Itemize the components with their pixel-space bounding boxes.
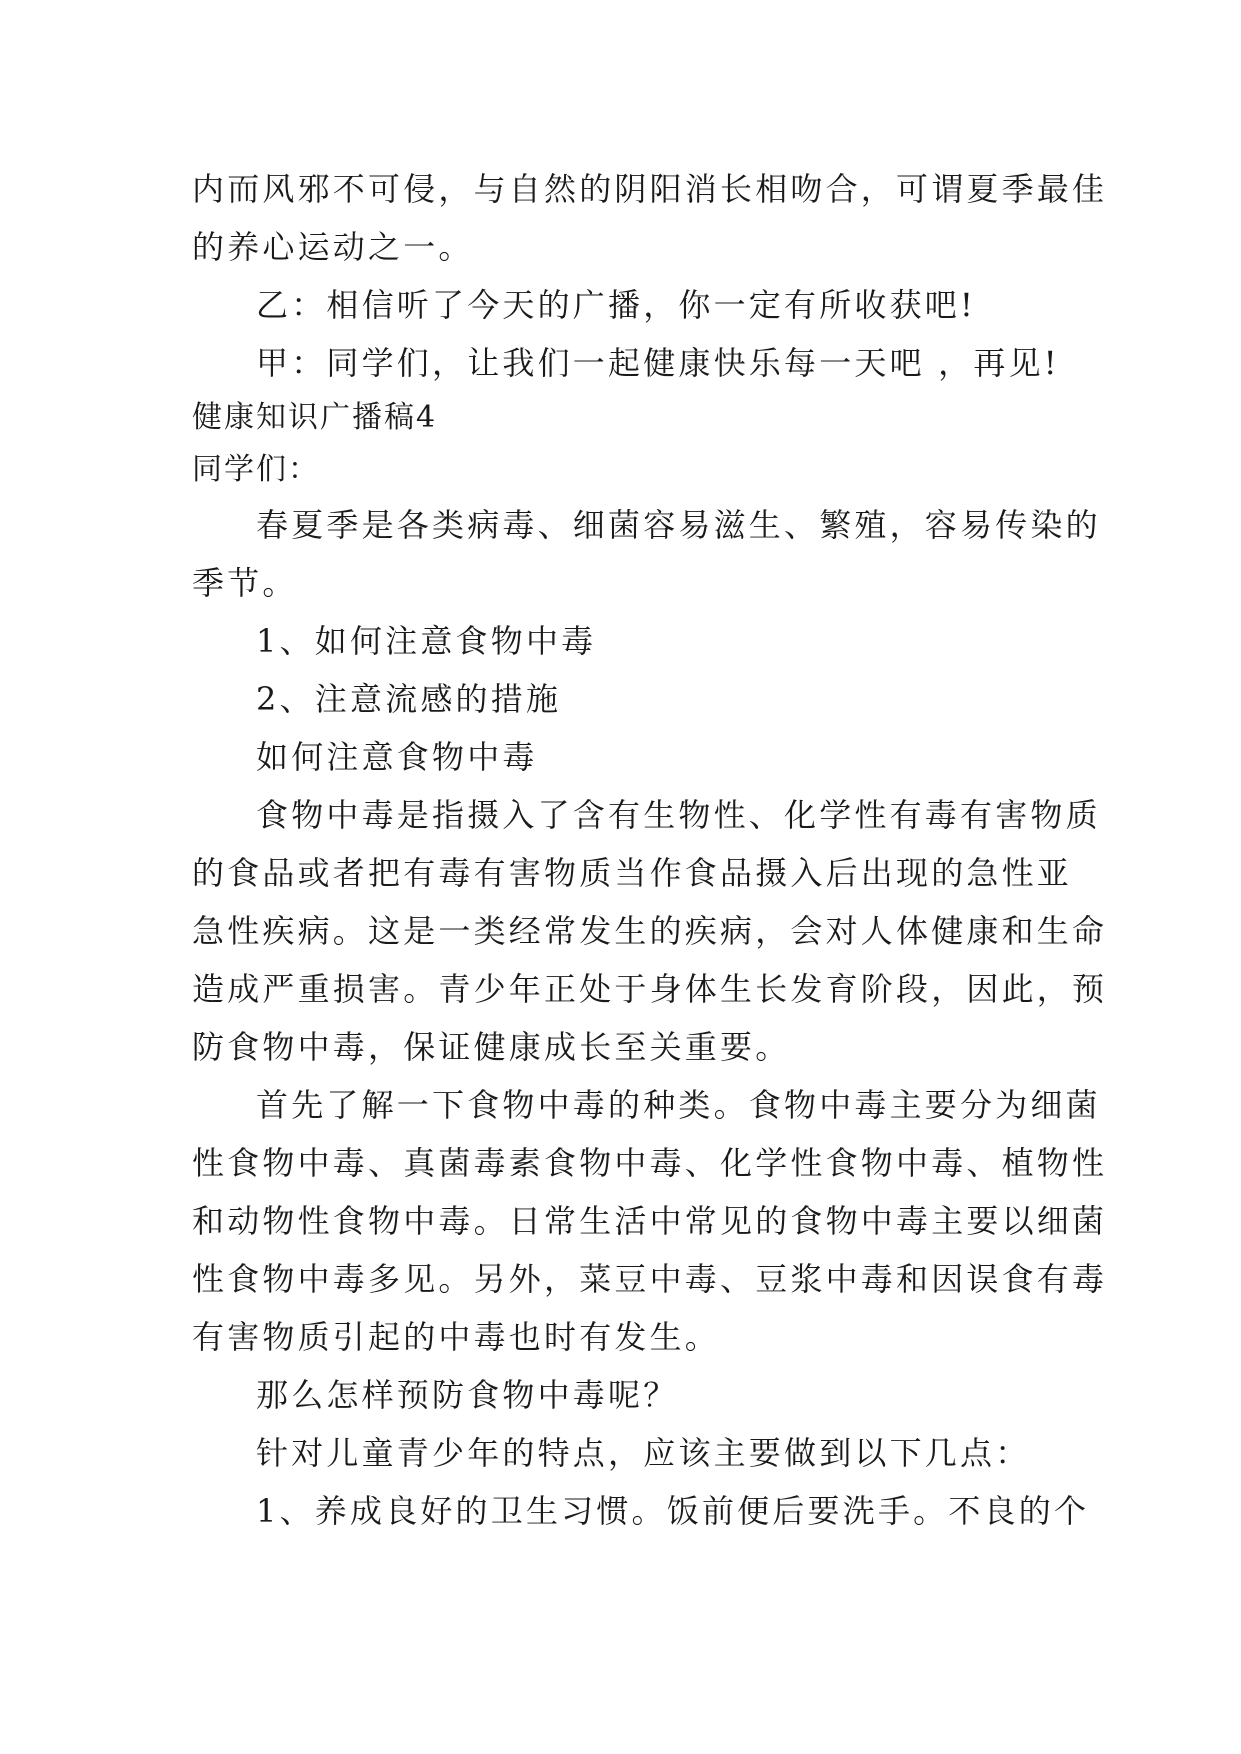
list-item: 1、养成良好的卫生习惯。饭前便后要洗手。不良的个	[256, 1492, 1090, 1530]
paragraph-line: 那么怎样预防食物中毒呢？	[256, 1376, 679, 1414]
list-item: 1、如何注意食物中毒	[256, 622, 597, 660]
paragraph-line: 急性疾病。这是一类经常发生的疾病，会对人体健康和生命	[192, 912, 1108, 950]
subheading: 如何注意食物中毒	[256, 738, 538, 776]
section-title: 健康知识广播稿4	[192, 400, 438, 435]
paragraph-line: 春夏季是各类病毒、细菌容易滋生、繁殖，容易传染的	[256, 506, 1101, 544]
paragraph-line: 性食物中毒、真菌毒素食物中毒、化学性食物中毒、植物性	[192, 1144, 1108, 1182]
list-item: 2、注意流感的措施	[256, 680, 562, 718]
dialogue-line: 甲：同学们，让我们一起健康快乐每一天吧 ，再见!	[256, 344, 1060, 382]
paragraph-line: 首先了解一下食物中毒的种类。食物中毒主要分为细菌	[256, 1086, 1101, 1124]
paragraph-line: 食物中毒是指摄入了含有生物性、化学性有毒有害物质	[256, 796, 1101, 834]
paragraph-line: 和动物性食物中毒。日常生活中常见的食物中毒主要以细菌	[192, 1202, 1108, 1240]
salutation: 同学们：	[192, 452, 320, 487]
paragraph-line: 针对儿童青少年的特点，应该主要做到以下几点：	[256, 1434, 1031, 1472]
document-body	[192, 160, 1108, 1540]
paragraph-line: 造成严重损害。青少年正处于身体生长发育阶段，因此，预	[192, 970, 1108, 1008]
paragraph-line: 的养心运动之一。	[192, 228, 474, 266]
dialogue-line: 乙：相信听了今天的广播，你一定有所收获吧!	[256, 286, 977, 324]
paragraph-line: 性食物中毒多见。另外，菜豆中毒、豆浆中毒和因误食有毒	[192, 1260, 1108, 1298]
paragraph-line: 的食品或者把有毒有害物质当作食品摄入后出现的急性亚	[192, 854, 1073, 892]
paragraph-line: 防食物中毒，保证健康成长至关重要。	[192, 1028, 791, 1066]
paragraph-line: 内而风邪不可侵，与自然的阴阳消长相吻合，可谓夏季最佳	[192, 170, 1108, 208]
paragraph-line: 季节。	[192, 564, 298, 602]
paragraph-line: 有害物质引起的中毒也时有发生。	[192, 1318, 721, 1356]
